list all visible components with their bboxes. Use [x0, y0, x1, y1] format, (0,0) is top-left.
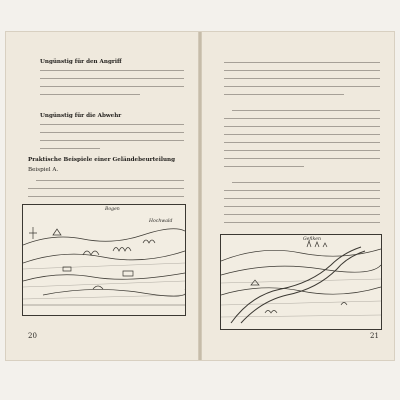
text-line [36, 180, 184, 181]
text-line [224, 86, 380, 87]
right-page [202, 32, 394, 360]
text-line [224, 118, 380, 119]
text-line [28, 188, 184, 189]
landscape-sketch [221, 235, 381, 329]
text-line [224, 142, 380, 143]
text-line [40, 124, 184, 125]
heading-attack: Ungünstig für den Angriff [40, 59, 122, 65]
text-line [232, 182, 380, 183]
landscape-illustration-b [220, 234, 382, 330]
text-line [224, 158, 380, 159]
text-line [232, 110, 380, 111]
book-spread [6, 32, 394, 360]
page-number-right: 21 [370, 332, 379, 340]
text-line [28, 196, 184, 197]
text-line [224, 62, 380, 63]
page-number-left: 20 [28, 332, 37, 340]
landscape-illustration-a [22, 204, 186, 316]
text-line [224, 94, 344, 95]
text-line [40, 78, 184, 79]
text-line [224, 150, 380, 151]
text-line [224, 70, 380, 71]
text-line [40, 70, 184, 71]
heading-defense: Ungünstig für die Abwehr [40, 113, 122, 119]
text-line [224, 78, 380, 79]
heading-examples: Praktische Beispiele einer Geländebeurteilung [28, 157, 176, 163]
text-line [40, 148, 100, 149]
text-line [224, 206, 380, 207]
text-line [40, 94, 140, 95]
text-line [40, 140, 184, 141]
text-line [224, 166, 304, 167]
text-line [40, 86, 184, 87]
illustration-label-bogen: Bogen [105, 207, 120, 212]
text-line [224, 222, 380, 223]
example-label: Beispiel A. [28, 167, 59, 173]
illustration-label-hochwald: Hochwald [149, 219, 173, 224]
left-page [6, 32, 198, 360]
text-line [224, 134, 380, 135]
text-line [224, 214, 380, 215]
illustration-label-village: Gefiken [303, 237, 321, 242]
text-line [224, 126, 380, 127]
text-line [224, 190, 380, 191]
text-line [224, 198, 380, 199]
text-line [40, 132, 184, 133]
